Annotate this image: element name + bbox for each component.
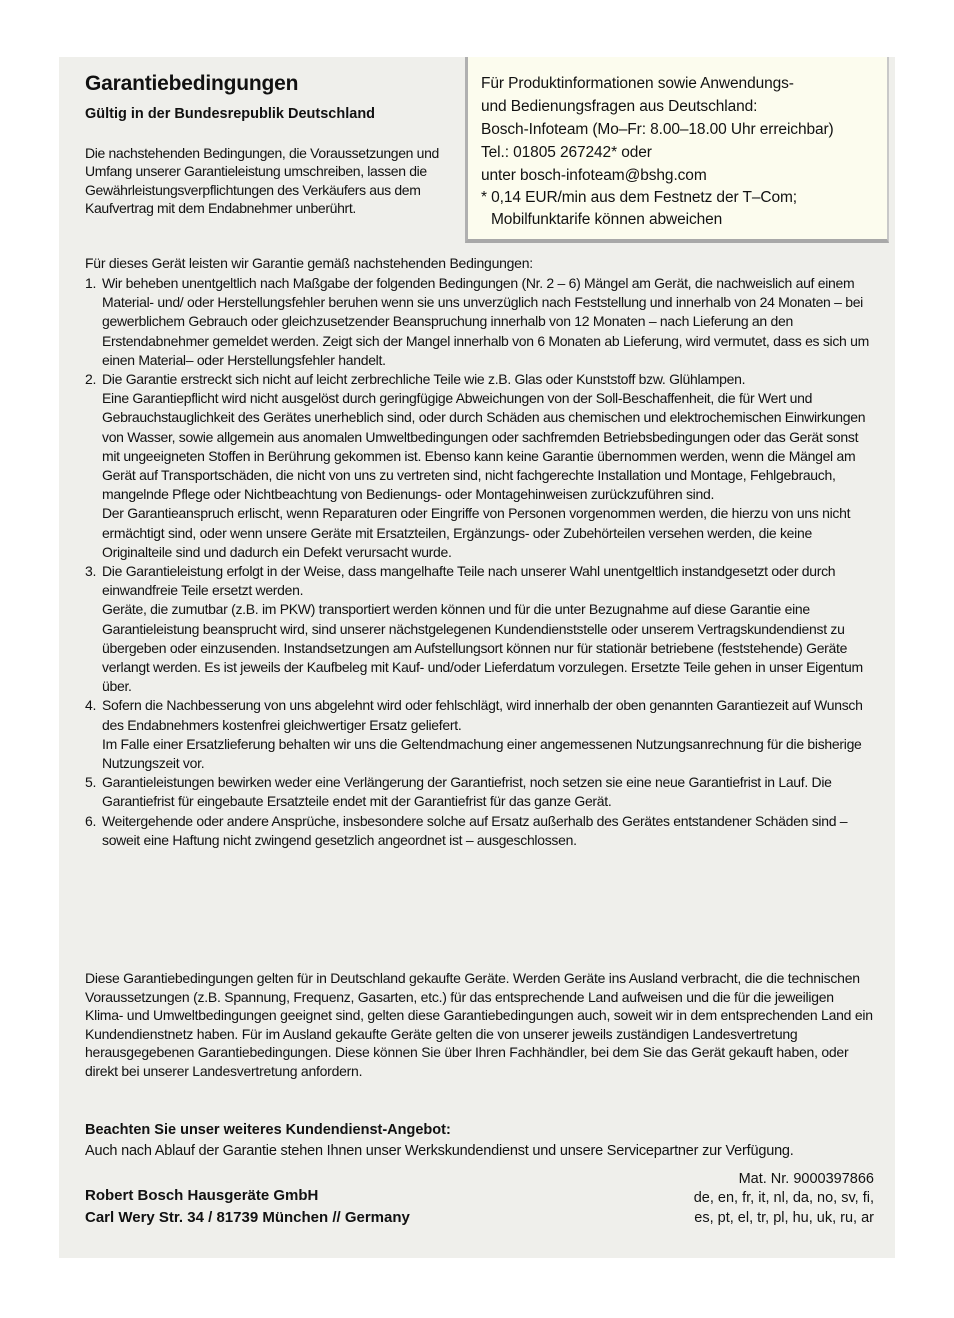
- condition-text: Weitergehende oder andere Ansprüche, insbesondere solche auf Ersatz außerhalb des Gerätes entstandener Schäden sind – soweit eine Haftung nicht zwingend gesetzlich angeordnet ist – ausgeschlossen.: [102, 812, 848, 848]
- condition-number: 3.: [85, 563, 97, 580]
- condition-text: Die Garantieleistung erfolgt in der Weise, dass mangelhafte Teile nach unserer Wahl unentgeltlich instandgesetzt oder durch einwandfreie Teile ersetzt werden.: [102, 563, 836, 599]
- condition-item: [85, 773, 875, 811]
- material-number: Mat. Nr. 9000397866: [738, 1171, 874, 1187]
- condition-text: Die Garantie erstreckt sich nicht auf leicht zerbrechliche Teile wie z.B. Glas oder Kunststoff bzw. Glühlampen.: [102, 371, 746, 388]
- intro-paragraph: Die nachstehenden Bedingungen, die Voraussetzungen und Umfang unserer Garantieleistung umschreiben, lassen die Gewährleistungsverpflichtungen des Verkäufers aus dem Kaufvertrag mit dem Endabnehmer unberührt.: [85, 145, 439, 216]
- info-email-line[interactable]: unter bosch-infoteam@bshg.com: [481, 167, 707, 184]
- condition-number: 4.: [85, 697, 97, 714]
- service-heading: Beachten Sie unser weiteres Kundendienst-Angebot:: [85, 1122, 451, 1138]
- condition-text: Geräte, die zumutbar (z.B. im PKW) transportiert werden können und für die unter Bezugnahme auf diese Garantie eine Garantieleistung beansprucht wird, sind unserer nächstgelegenen Kundendienststelle oder unserem Vertragskundendienst zu übergeben oder einzusenden. Instandsetzungen am Aufstellungsort können nur für stationär betriebene (feststehende) Geräte verlangt werden. Es ist jeweils der Kaufbeleg mit Kauf- und/oder Lieferdatum vorzulegen. Ersetzte Teile gehen in unser Eigentum über.: [102, 601, 863, 695]
- info-hours-line: Bosch-Infoteam (Mo–Fr: 8.00–18.00 Uhr erreichbar): [481, 121, 834, 138]
- condition-number: 5.: [85, 774, 97, 791]
- contact-info-box: [465, 57, 889, 243]
- page-title: Garantiebedingungen: [85, 72, 299, 95]
- service-text: Auch nach Ablauf der Garantie stehen Ihnen unser Werkskundendienst und unsere Servicepartner zur Verfügung.: [85, 1143, 794, 1159]
- language-codes: es, pt, el, tr, pl, hu, uk, ru, ar: [694, 1210, 874, 1226]
- condition-text: Im Falle einer Ersatzlieferung behalten wir uns die Geltendmachung einer angemessenen Nutzungsanrechnung für die bisherige Nutzungszeit vor.: [102, 735, 862, 772]
- language-codes: de, en, fr, it, nl, da, no, sv, fi,: [693, 1190, 874, 1206]
- condition-number: 2.: [85, 371, 97, 388]
- company-address: Carl Wery Str. 34 / 81739 München // Germany: [85, 1209, 410, 1226]
- conditions-list: [85, 274, 875, 850]
- info-line: Für Produktinformationen sowie Anwendungs-: [481, 75, 794, 92]
- condition-text: Der Garantieanspruch erlischt, wenn Reparaturen oder Eingriffe von Personen vorgenommen werden, die hierzu von uns nicht ermächtigt sind, oder wenn unsere Geräte mit Ersatzteilen, Ergänzungs- oder Zubehörteilen versehen werden, die keine Originalteile sind und dadurch ein Defekt verursacht wurde.: [102, 505, 851, 560]
- foreign-purchase-paragraph: Diese Garantiebedingungen gelten für in Deutschland gekaufte Geräte. Werden Geräte ins Ausland verbracht, die die technischen Voraussetzungen (z.B. Spannung, Frequenz, Gasarten, etc.) für das entsprechende Land aufweisen und die für die jeweiligen Klima- und Umweltbedingungen geeignet sind, gelten diese Garantiebedingungen auch, soweit wir in dem entsprechenden Land ein Kundendienstnetz haben. Für im Ausland gekaufte Geräte gelten die von unserer jeweils zuständigen Landesvertretung herausgegebenen Garantiebedingungen. Diese können Sie über Ihren Fachhändler, bei dem Sie das Gerät gekauft haben, oder direkt bei unserer Landesvertretung anfordern.: [85, 970, 873, 1079]
- condition-item: [85, 696, 875, 773]
- condition-text: Wir beheben unentgeltlich nach Maßgabe der folgenden Bedingungen (Nr. 2 – 6) Mängel am Gerät, die nachweislich auf einem Material- und/ oder Herstellungsfehler beruhen wenn sie uns unverzüglich nach Feststellung und innerhalb von 24 Monaten – bei gewerblichem Gebrauch oder gleichzusetzender Beanspruchung innerhalb von 12 Monaten – nach Lieferung an den Erstendabnehmer gemeldet werden. Zeigt sich der Mangel innerhalb von 6 Monaten ab Lieferung, wird vermutet, dass es sich um einen Material– oder Herstellungsfehler handelt.: [102, 275, 869, 368]
- info-phone-line: Tel.: 01805 267242* oder: [481, 144, 652, 161]
- info-footnote-line: * 0,14 EUR/min aus dem Festnetz der T–Com;: [481, 189, 797, 206]
- info-line: und Bedienungsfragen aus Deutschland:: [481, 98, 758, 115]
- condition-item: [85, 274, 875, 370]
- conditions-lead: Für dieses Gerät leisten wir Garantie gemäß nachstehenden Bedingungen:: [85, 255, 533, 271]
- condition-text: Garantieleistungen bewirken weder eine Verlängerung der Garantiefrist, noch setzen sie eine neue Garantiefrist in Lauf. Die Garantiefrist für eingebaute Ersatzteile endet mit der Garantiefrist für das ganze Gerät.: [102, 774, 832, 810]
- condition-item: [85, 370, 875, 562]
- company-name: Robert Bosch Hausgeräte GmbH: [85, 1187, 319, 1204]
- condition-number: 6.: [85, 812, 97, 829]
- info-footnote-line: Mobilfunktarife können abweichen: [491, 211, 723, 228]
- condition-text: Eine Garantiepflicht wird nicht ausgelöst durch geringfügige Abweichungen von der Soll-Beschaffenheit, die für Wert und Gebrauchstauglichkeit des Gerätes unerheblich sind, oder durch Schäden aus chemischen und elektrochemischen Einwirkungen von Wasser, sowie allgemein aus anomalen Umweltbedingungen oder sachfremden Betriebsbedingungen oder das Gerät sonst mit ungeeigneten Stoffen in Berührung gekommen ist. Ebenso kann keine Garantie übernommen werden, wenn die Mängel am Gerät auf Transportschäden, die nicht von uns zu vertreten sind, nicht fachgerechte Installation und Montage, Fehlgebrauch, mangelnde Pflege oder Nichtbeachtung von Bedienungs- oder Montagehinweisen zurückzuführen sind.: [102, 390, 866, 503]
- condition-text: Sofern die Nachbesserung von uns abgelehnt wird oder fehlschlägt, wird innerhalb der oben genannten Garantiezeit auf Wunsch des Endabnehmers kostenfrei gleichwertiger Ersatz geliefert.: [102, 697, 863, 733]
- page-subtitle: Gültig in der Bundesrepublik Deutschland: [85, 106, 376, 122]
- condition-number: 1.: [85, 275, 97, 291]
- condition-item: [85, 562, 875, 696]
- condition-item: [85, 812, 875, 850]
